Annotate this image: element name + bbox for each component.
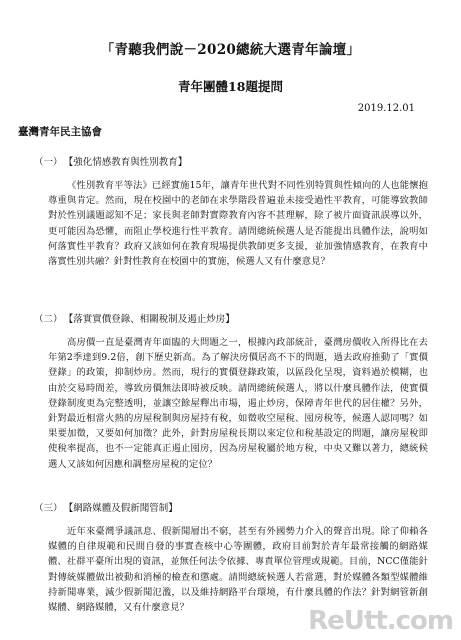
document-date: 2019.12.01	[357, 103, 415, 114]
section-3-body: 近年來臺灣爭議訊息、假新聞層出不窮，甚至有外國勢力介入的聲音出現。除了仰賴各媒體的自律規範和民間自發的事實查核中心等團體，政府目前對於青年最常接觸的網路媒體、社群平臺所出現的資訊，並無任何法令依據、專責單位管理或規範。目前，NCC僅能針對傳統媒體做出被動和消極的檢查和懲處。請問總統候選人若當選，對於媒體各類型媒體維持新聞專業，減少假新聞氾濫，以及維持網路平台環境，有什麼具體的作法？針對網管新創媒體、網路媒體，又有什麼意見？	[48, 526, 428, 614]
section-2-number: （二）	[34, 314, 63, 325]
section-2-heading	[34, 311, 235, 325]
section-3-heading	[34, 500, 178, 514]
organization-name: 臺灣青年民主協會	[18, 126, 102, 138]
section-1-number: （一）	[34, 157, 63, 168]
section-1-heading	[34, 154, 187, 168]
section-1-title: 【強化情感教育與性別教育】	[68, 157, 188, 168]
section-2-body: 高房價一直是臺灣青年面臨的大問題之一，根據內政部統計，臺灣房價收入所得比在去年第2季達到9.2倍，創下歷史新高。為了解決房價居高不下的問題，過去政府推動了「實價登錄」的政策，抑制炒房。然而，現行的實價登錄政策，以區段化呈現，資料過於模糊，也由於交易時間差，導致房價無法即時被反映。請問總統候選人，將以什麼具體作法，使實價登錄制度更為完整透明，並讓空餘屋釋出市場，遏止炒房，保障青年世代的居住權？另外，針對最近相當火熱的房屋稅制與房屋持有稅，如徵收空屋稅、囤房稅等，候選人認同嗎？如果要加徵，又要如何加徵？此外，針對房屋稅長期以來定位和稅基設定的問題，讓房屋稅即使稅率提高，也不一定能真正遏止囤房，因為房屋稅屬於地方稅，中央又難以著力，總統候選人又該如何因應和調整房屋稅的定位？	[48, 337, 428, 470]
section-2-title: 【落實實價登錄、相關稅制及遏止炒房】	[68, 314, 235, 325]
document-subtitle: 青年團體18題提問	[178, 79, 283, 94]
section-3-number: （三）	[34, 503, 63, 514]
site-watermark: ReUtt.com	[308, 606, 453, 636]
section-3-title: 【網路媒體及假新聞管制】	[68, 503, 178, 514]
section-1-body: 《性別教育平等法》已經實施15年，讓青年世代對不同性別特質與性傾向的人也能懷抱尊重與肯定。然而，現在校園中的老師在求學階段普遍並未接受過性平教育，可能導致教師對於性別議題認知不足；家長與老師對實際教育內容不甚理解，除了被片面資訊誤導以外，更可能因為恐懼，而阻止學校進行性平教育。請問總統候選人是否能提出具體作法，說明如何落實性平教育？政府又該如何在教育現場提供教師更多支援，並加強情感教育，在教育中落實性別共融？針對性教育在校園中的實施，候選人又有什麼意見？	[48, 180, 428, 268]
document-title: 「青聽我們說－2020總統大選青年論壇」	[100, 42, 361, 58]
